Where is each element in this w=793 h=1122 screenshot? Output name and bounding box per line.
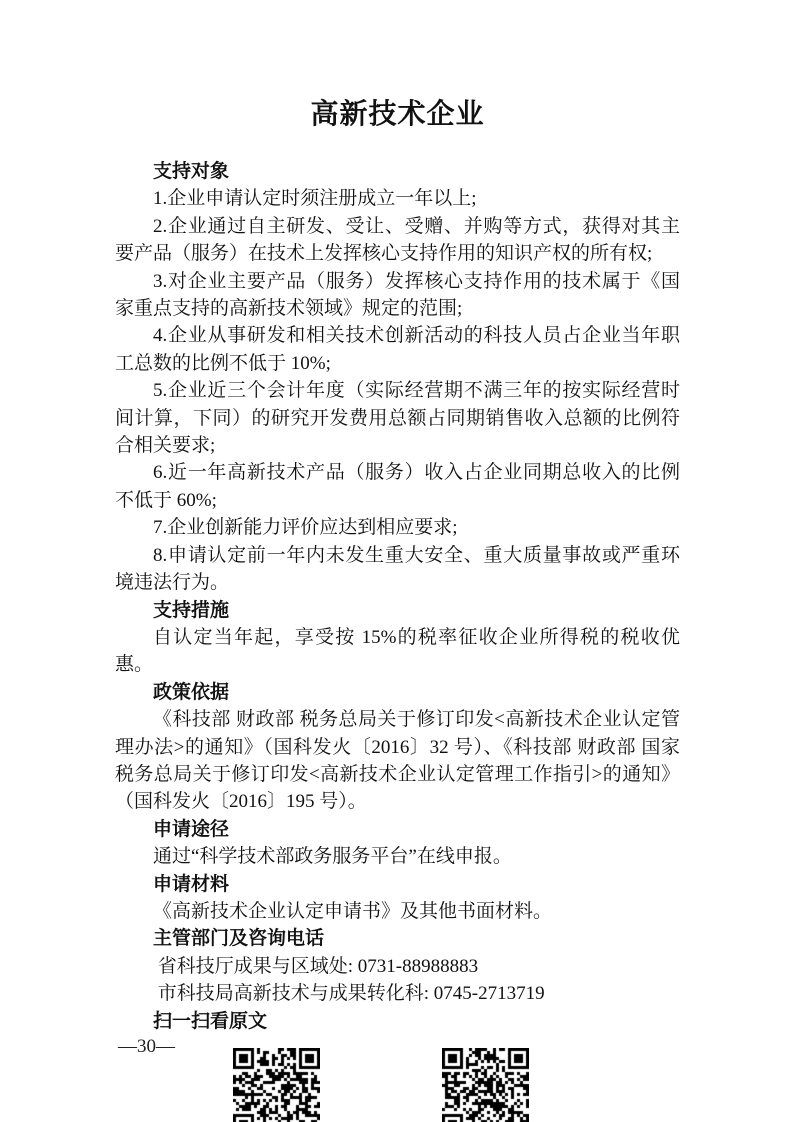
support-measures-text: 自认定当年起，享受按 15%的税率征收企业所得税的税收优惠。 — [115, 626, 680, 676]
document-body — [115, 158, 680, 1122]
support-target-item-5: 5.企业近三个会计年度（实际经营期不满三年的按实际经营时间计算，下同）的研究开发费用总额占同期销售收入总额的比例符合相关要求; — [115, 380, 680, 457]
application-materials-text: 《高新技术企业认定申请书》及其他书面材料。 — [153, 900, 553, 922]
support-target-item-1: 1.企业申请认定时须注册成立一年以上; — [153, 188, 477, 210]
support-target-item-2: 2.企业通过自主研发、受让、受赠、并购等方式，获得对其主要产品（服务）在技术上发挥核心支持作用的知识产权的所有权; — [115, 215, 680, 265]
qr-code-icon — [233, 1048, 320, 1122]
section-heading-application-channel: 申请途径 — [153, 818, 230, 840]
section-heading-policy-basis: 政策依据 — [153, 681, 230, 703]
support-target-item-4: 4.企业从事研发和相关技术创新活动的科技人员占企业当年职工总数的比例不低于 10%; — [115, 325, 680, 374]
support-target-item-6: 6.近一年高新技术产品（服务）收入占企业同期总收入的比例不低于 60%; — [115, 462, 680, 511]
support-target-item-8: 8.申请认定前一年内未发生重大安全、重大质量事故或严重环境违法行为。 — [115, 544, 680, 594]
qr-code-row — [233, 1048, 680, 1122]
provincial-department-phone: 省科技厅成果与区域处: 0731-88988883 — [157, 955, 479, 977]
municipal-department-phone: 市科技局高新技术与成果转化科: 0745-2713719 — [157, 983, 545, 1005]
section-heading-support-targets: 支持对象 — [153, 161, 230, 182]
application-channel-text: 通过“科学技术部政务服务平台”在线申报。 — [153, 846, 512, 868]
page-title: 高新技术企业 — [310, 99, 485, 130]
section-heading-application-materials: 申请材料 — [153, 873, 230, 895]
page-number: —30— — [118, 1036, 175, 1057]
policy-basis-text: 《科技部 财政部 税务总局关于修订印发<高新技术企业认定管理办法>的通知》（国科发火〔2016〕32 号）、《科技部 财政部 国家税务总局关于修订印发<高新技术企业认定管理工作指引>的通知》（国科发火〔2016〕195 号）。 — [115, 709, 680, 813]
section-heading-support-measures: 支持措施 — [153, 599, 230, 621]
support-target-item-3: 3.对企业主要产品（服务）发挥核心支持作用的技术属于《国家重点支持的高新技术领域》规定的范围; — [115, 270, 680, 320]
support-target-item-7: 7.企业创新能力评价应达到相应要求; — [153, 517, 458, 539]
section-heading-department-phone: 主管部门及咨询电话 — [153, 928, 325, 950]
qr-code-icon — [442, 1048, 529, 1122]
section-heading-scan-original: 扫一扫看原文 — [153, 1010, 268, 1032]
